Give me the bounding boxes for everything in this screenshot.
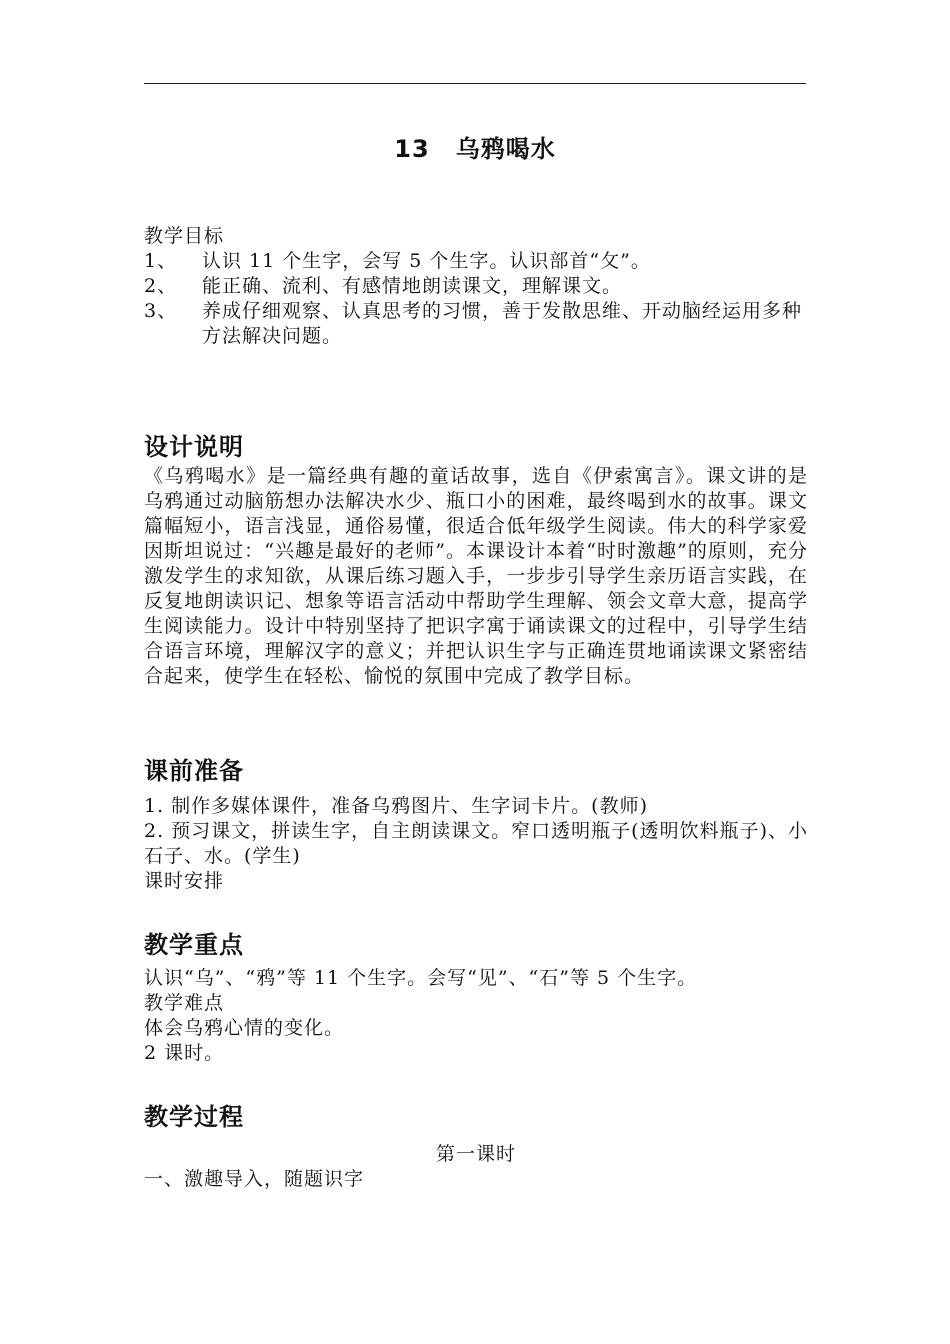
design-body: 《乌鸦喝水》是一篇经典有趣的童话故事，选自《伊索寓言》。课文讲的是乌鸦通过动脑筋想办法解决水少、瓶口小的困难，最终喝到水的故事。课文篇幅短小，语言浅显，通俗易懂，很适合低年级学生阅读。伟大的科学家爱因斯坦说过：“兴趣是最好的老师”。本课设计本着“时时激趣”的原则，充分激发学生的求知欲，从课后练习题入手，一步步引导学生亲历语言实践，在反复地朗读识记、想象等语言活动中帮助学生理解、领会文章大意，提高学生阅读能力。设计中特别坚持了把识字寓于诵读课文的过程中，引导学生结合语言环境，理解汉字的意义；并把认识生字与正确连贯地诵读课文紧密结合起来，使学生在轻松、愉悦的氛围中完成了教学目标。 (144, 465, 808, 687)
objective-text: 认识 11 个生字，会写 5 个生字。认识部首“攵”。 (202, 250, 651, 272)
objective-item (144, 249, 808, 274)
focus-section (144, 928, 808, 1066)
objectives-heading: 教学目标 (144, 225, 225, 247)
header-rule (144, 83, 806, 84)
schedule-label: 课时安排 (144, 870, 225, 892)
prep-section (144, 754, 808, 894)
objective-text: 能正确、流利、有感情地朗读课文，理解课文。 (202, 275, 623, 297)
objective-number: 2、 (144, 275, 178, 297)
objective-number: 1、 (144, 250, 178, 272)
prep-heading: 课前准备 (144, 757, 244, 785)
process-heading: 教学过程 (144, 1103, 244, 1131)
objective-item (144, 274, 808, 299)
prep-item: 2. 预习课文，拼读生字，自主朗读课文。窄口透明瓶子(透明饮料瓶子)、小石子、水。(学生) (144, 820, 808, 867)
focus-heading: 教学重点 (144, 931, 244, 959)
prep-item: 1. 制作多媒体课件，准备乌鸦图片、生字词卡片。(教师) (144, 795, 648, 817)
focus-body: 认识“乌”、“鸦”等 11 个生字。会写“见”、“石”等 5 个生字。 (144, 967, 698, 989)
process-section (144, 1100, 808, 1192)
objective-text: 养成仔细观察、认真思考的习惯，善于发散思维、开动脑经运用多种方法解决问题。 (202, 300, 803, 347)
design-section (144, 430, 808, 689)
lesson-label: 第一课时 (435, 1143, 516, 1165)
objectives-section (144, 224, 808, 349)
objective-number: 3、 (144, 300, 178, 322)
hours-text: 2 课时。 (144, 1042, 225, 1064)
objective-item (144, 299, 808, 349)
lesson-number: 13 (394, 135, 430, 163)
page-title (144, 132, 806, 166)
difficulty-label: 教学难点 (144, 992, 225, 1014)
lesson-title: 乌鸦喝水 (455, 135, 556, 163)
design-heading: 设计说明 (144, 433, 244, 461)
difficulty-body: 体会乌鸦心情的变化。 (144, 1017, 345, 1039)
step-heading: 一、激趣导入，随题识字 (144, 1168, 365, 1190)
